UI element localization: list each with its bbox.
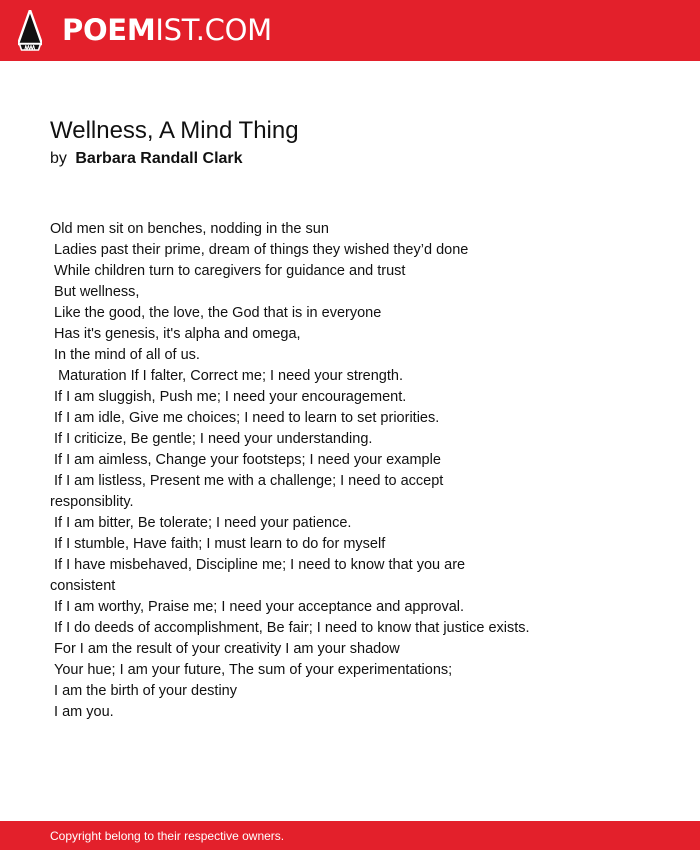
poem-line: I am the birth of your destiny [50,683,237,699]
copyright-text: Copyright belong to their respective owners. [50,829,285,843]
poem-line: If I am aimless, Change your footsteps; I need your example [50,452,441,468]
poem-line: While children turn to caregivers for guidance and trust [50,263,406,279]
poem-line: If I criticize, Be gentle; I need your understanding. [50,431,373,447]
byline [50,149,243,169]
poem-line: Maturation If I falter, Correct me; I need your strength. [50,368,403,384]
poem-line: Like the good, the love, the God that is in everyone [50,305,382,321]
poem-title: Wellness, A Mind Thing [50,117,299,144]
brand-bold: POEM [62,13,156,47]
poem-line: But wellness, [50,284,140,300]
site-footer [0,821,700,850]
poem-line: Ladies past their prime, dream of things they wished they’d done [50,242,469,258]
poem-line: If I am listless, Present me with a challenge; I need to accept responsiblity. [50,473,448,510]
poem-line: I am you. [50,704,114,720]
poem-line: Has it's genesis, it's alpha and omega, [50,326,301,342]
poem-line: If I am idle, Give me choices; I need to learn to set priorities. [50,410,440,426]
by-label: by [50,150,67,167]
poem-line: If I am worthy, Praise me; I need your acceptance and approval. [50,599,465,615]
author-name: Barbara Randall Clark [75,150,243,167]
poem-line: In the mind of all of us. [50,347,200,363]
brand-logo-text[interactable] [62,12,272,48]
brand-light: IST.COM [155,13,272,47]
poem-line: Your hue; I am your future, The sum of your experimentations; [50,662,453,678]
poem-body [50,219,530,723]
poem-line: If I have misbehaved, Discipline me; I need to know that you are consistent [50,557,470,594]
site-header [0,0,700,61]
poem-line: If I am sluggish, Push me; I need your encouragement. [50,389,407,405]
poem-line: For I am the result of your creativity I am your shadow [50,641,400,657]
poem-line: If I am bitter, Be tolerate; I need your patience. [50,515,352,531]
poem-line: If I stumble, Have faith; I must learn to do for myself [50,536,386,552]
poem-line: If I do deeds of accomplishment, Be fair; I need to know that justice exists. [50,620,530,636]
poem-line: Old men sit on benches, nodding in the sun [50,221,329,237]
pencil-tip-icon[interactable] [18,10,42,51]
